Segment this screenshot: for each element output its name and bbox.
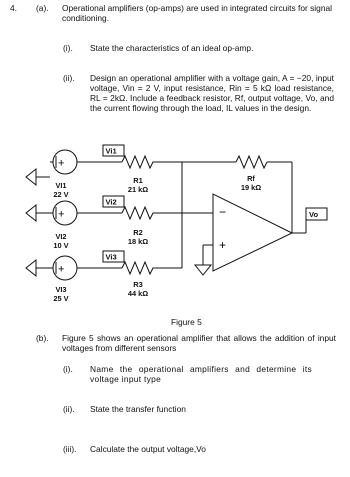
part-b-iii-label: (iii).	[63, 444, 77, 454]
op-amp-plus-sign: +	[219, 238, 227, 252]
source-3-value: 25 V	[53, 294, 69, 303]
part-b-label: (b).	[36, 333, 49, 343]
part-a-ii-label: (ii).	[63, 73, 75, 83]
part-b-ii-text: State the transfer function	[90, 404, 186, 414]
ground-symbol-2	[26, 205, 50, 221]
part-b-i-label: (i).	[63, 364, 73, 374]
source-3-name: VI3	[55, 285, 67, 294]
feedback-resistor-rf	[236, 156, 267, 168]
source-1-name: VI1	[55, 181, 67, 190]
op-amp-minus-sign: −	[219, 205, 227, 219]
figure-caption: Figure 5	[171, 317, 202, 327]
resistor-r2	[122, 207, 182, 219]
source-1-value: 22 V	[53, 190, 69, 199]
part-a-text: Operational amplifiers (op-amps) are used in integrated circuits for signal conditioning.	[62, 3, 332, 23]
part-a-ii-text: Design an operational amplifier with a voltage gain, A = −20, input voltage, Vin = 2 V, input resistance, Rin = 5 kΩ load resistance, RL = 2kΩ. Include a feedback resistor, Rf, output voltage, Vo, and the current flowing through the load, IL values in the design.	[90, 73, 334, 113]
question-number: 4.	[10, 3, 17, 13]
op-amp-ground-symbol	[195, 265, 211, 275]
tag-vi3: Vi3	[105, 252, 117, 262]
r2-value: 18 kΩ	[127, 237, 149, 246]
tag-vo: Vo	[309, 210, 319, 219]
tag-vi1: Vi1	[105, 146, 117, 156]
resistor-r3	[122, 262, 182, 274]
source-3-plus: +	[58, 263, 65, 276]
source-1-plus: +	[58, 157, 65, 170]
source-2-name: VI2	[55, 232, 67, 241]
ground-symbol-3	[26, 260, 50, 276]
part-b-iii-text: Calculate the output voltage,Vo	[90, 444, 206, 454]
part-a-label: (a).	[36, 3, 49, 13]
r1-name: R1	[133, 176, 143, 185]
part-b-text: Figure 5 shows an operational amplifier that allows the addition of input voltages from different sensors	[62, 333, 336, 353]
part-a-i-text: State the characteristics of an ideal op-amp.	[90, 43, 254, 53]
part-b-i-text: Name the operational amplifiers and determine its voltage input type	[90, 364, 312, 384]
r2-name: R2	[133, 228, 143, 237]
part-b-ii-label: (ii).	[63, 404, 75, 414]
part-a-i-label: (i).	[63, 43, 73, 53]
rf-value: 19 kΩ	[240, 183, 262, 192]
tag-vi2: Vi2	[105, 197, 117, 207]
ground-symbol-1	[26, 169, 50, 185]
source-2-value: 10 V	[53, 241, 69, 250]
rf-name: Rf	[247, 174, 255, 183]
source-2-plus: +	[58, 208, 65, 221]
r3-name: R3	[133, 280, 143, 289]
r1-value: 21 kΩ	[127, 185, 149, 194]
r3-value: 44 kΩ	[127, 289, 149, 298]
resistor-r1	[122, 156, 182, 168]
